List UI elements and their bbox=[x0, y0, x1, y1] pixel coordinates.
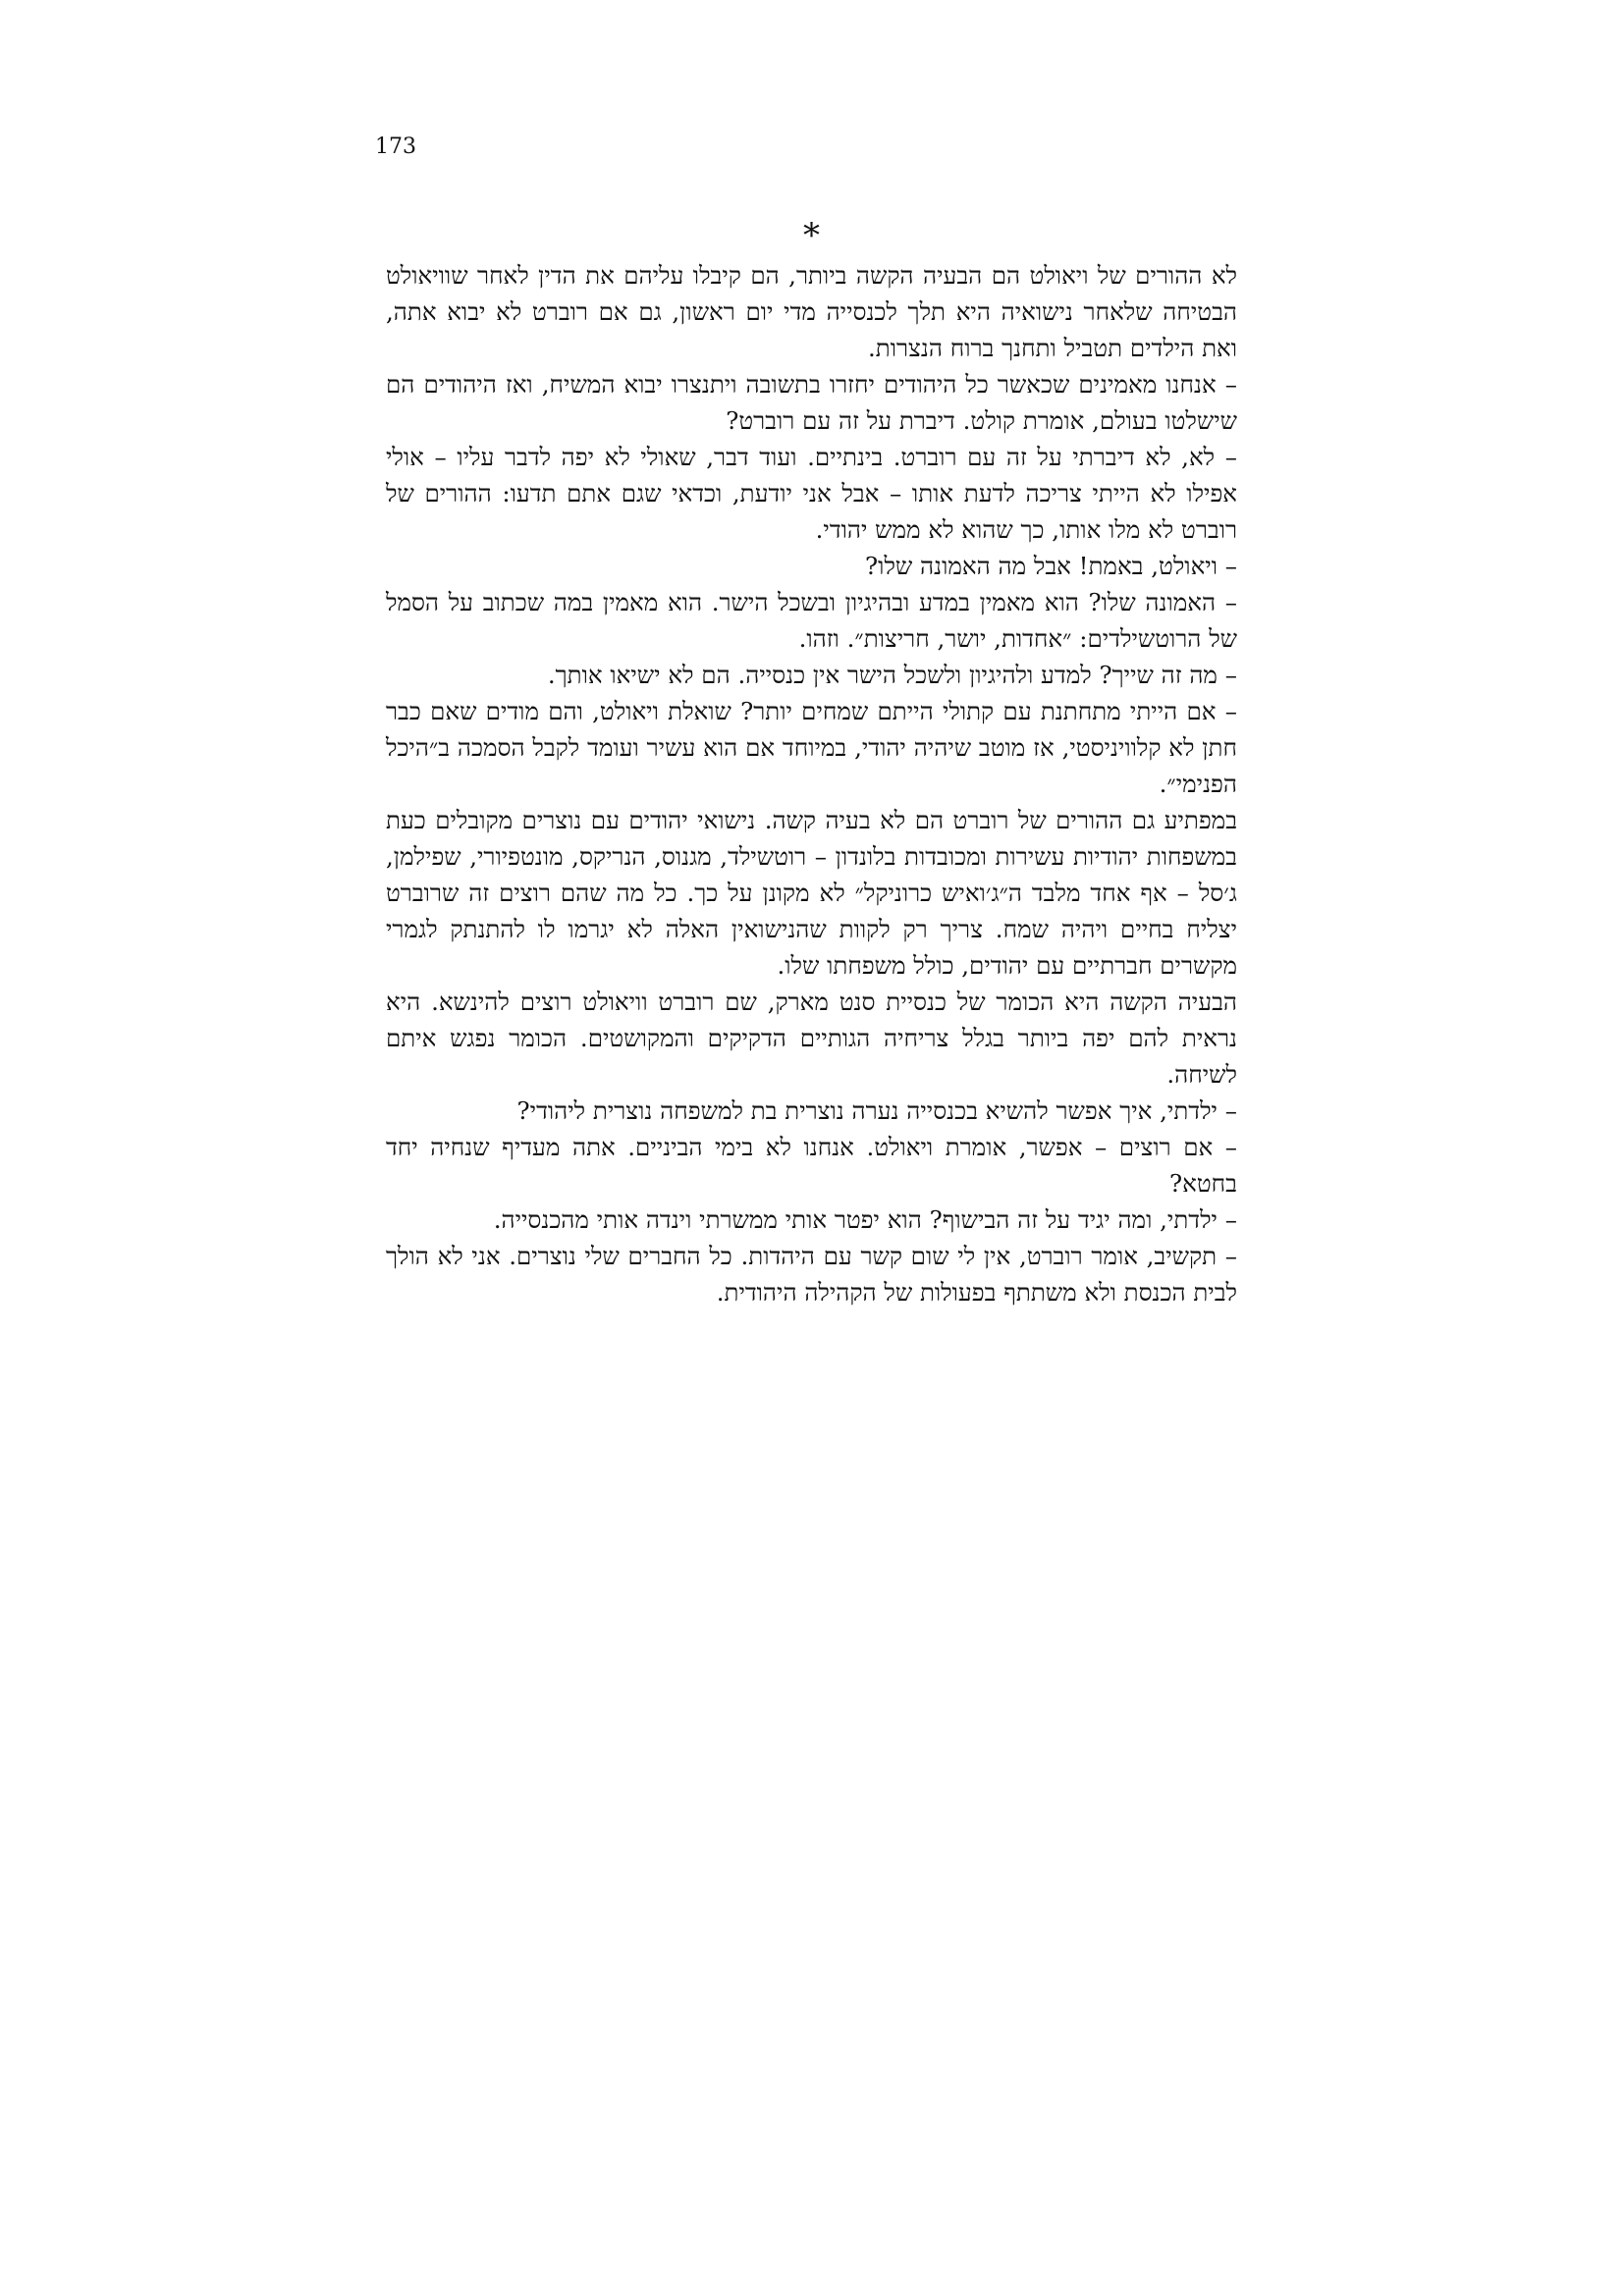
section-separator: * bbox=[803, 216, 820, 255]
paragraph: – אם רוצים – אפשר, אומרת ויאולט. אנחנו לא בימי הביניים. אתה מעדיף שנחיה יחד בחטא? bbox=[386, 1133, 1237, 1198]
paragraph: – ויאולט, באמת! אבל מה האמונה שלו? bbox=[865, 552, 1237, 580]
paragraph: – אם הייתי מתחתנת עם קתולי הייתם שמחים יותר? שואלת ויאולט, והם מודים שאם כבר חתן לא קלוויניסטי, אז מוטב שיהיה יהודי, במיוחד אם הוא עשיר ועומד לקבל הסמכה ב״היכל הפנימי״. bbox=[386, 697, 1237, 798]
paragraph: הבעיה הקשה היא הכומר של כנסיית סנט מארק, שם רוברט וויאולט רוצים להינשא. היא נראית להם יפה ביותר בגלל צריחיה הגותיים הדקיקים והמקושטים. הכומר נפגש איתם לשיחה. bbox=[386, 988, 1237, 1089]
paragraph: – לא, לא דיברתי על זה עם רוברט. בינתיים. ועוד דבר, שאולי לא יפה לדבר עליו – אולי אפילו לא הייתי צריכה לדעת אותו – אבל אני יודעת, וכדאי שגם אתם תדעו: ההורים של רוברט לא מלו אותו, כך שהוא לא ממש יהודי. bbox=[386, 443, 1237, 544]
book-text bbox=[386, 218, 1237, 1310]
page-number: 173 bbox=[375, 134, 416, 159]
paragraph: במפתיע גם ההורים של רוברט הם לא בעיה קשה. נישואי יהודים עם נוצרים מקובלים כעת במשפחות יהודיות עשירות ומכובדות בלונדון – רוטשילד, מגנוס, הנריקס, מונטפיורי, שפילמן, ג׳סל – אף אחד מלבד ה״ג׳ואיש כרוניקל״ לא מקונן על כך. כל מה שהם רוצים זה שרוברט יצליח בחיים ויהיה שמח. צריך רק לקוות שהנישואין האלה לא יגרמו לו להתנתק לגמרי מקשרים חברתיים עם יהודים, כולל משפחתו שלו. bbox=[386, 806, 1237, 980]
paragraph: – אנחנו מאמינים שכאשר כל היהודים יחזרו בתשובה ויתנצרו יבוא המשיח, ואז היהודים הם שישלטו בעולם, אומרת קולט. דיברת על זה עם רוברט? bbox=[386, 370, 1237, 435]
paragraph: – האמונה שלו? הוא מאמין במדע ובהיגיון ובשכל הישר. הוא מאמין במה שכתוב על הסמל של הרוטשילדים: ״אחדות, יושר, חריצות״. וזהו. bbox=[386, 588, 1237, 653]
paragraph: לא ההורים של ויאולט הם הבעיה הקשה ביותר, הם קיבלו עליהם את הדין לאחר שוויאולט הבטיחה שלאחר נישואיה היא תלך לכנסייה מדי יום ראשון, גם אם רוברט לא יבוא אתה, ואת הילדים תטביל ותחנך ברוח הנצרות. bbox=[386, 261, 1237, 362]
paragraph: – תקשיב, אומר רוברט, אין לי שום קשר עם היהדות. כל החברים שלי נוצרים. אני לא הולך לבית הכנסת ולא משתתף בפעולות של הקהילה היהודית. bbox=[386, 1242, 1237, 1307]
paragraph: – מה זה שייך? למדע ולהיגיון ולשכל הישר אין כנסייה. הם לא ישיאו אותך. bbox=[547, 661, 1237, 689]
paragraph: – ילדתי, איך אפשר להשיא בכנסייה נערה נוצרית בת למשפחה נוצרית ליהודי? bbox=[516, 1096, 1237, 1125]
paragraph: – ילדתי, ומה יגיד על זה הבישוף? הוא יפטר אותי ממשרתי וינדה אותי מהכנסייה. bbox=[493, 1205, 1237, 1234]
